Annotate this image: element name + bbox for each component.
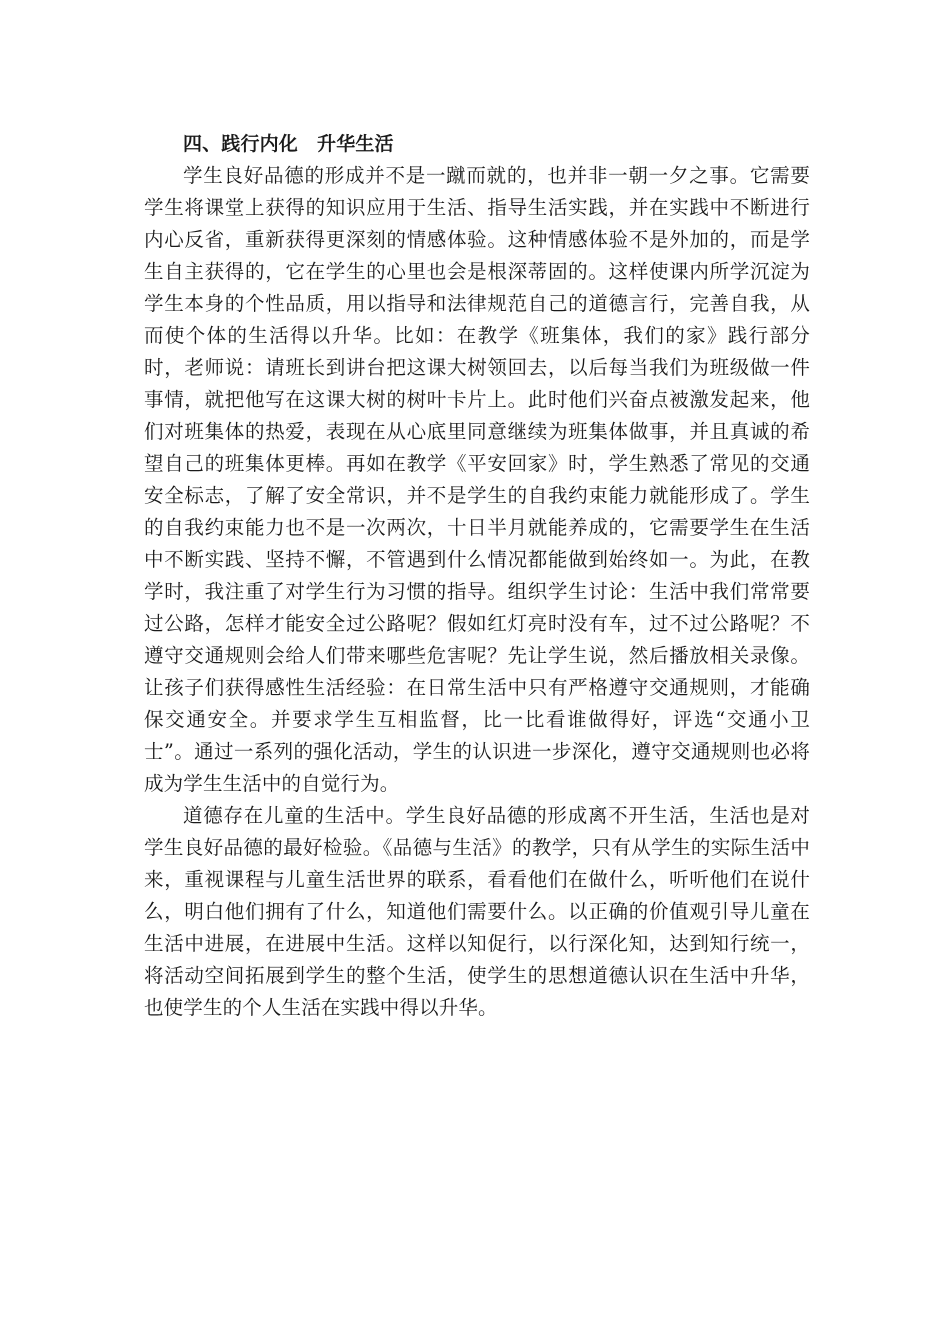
document-body bbox=[144, 128, 810, 1024]
paragraph-practice: 学生良好品德的形成并不是一蹴而就的，也并非一朝一夕之事。它需要学生将课堂上获得的知识应用于生活、指导生活实践，并在实践中不断进行内心反省，重新获得更深刻的情感体验。这种情感体验不是外加的，而是学生自主获得的，它在学生的心里也会是根深蒂固的。这样使课内所学沉淀为学生本身的个性品质，用以指导和法律规范自己的道德言行，完善自我，从而使个体的生活得以升华。比如：在教学《班集体，我们的家》践行部分时，老师说：请班长到讲台把这课大树领回去，以后每当我们为班级做一件事情，就把他写在这课大树的树叶卡片上。此时他们兴奋点被激发起来，他们对班集体的热爱，表现在从心底里同意继续为班集体做事，并且真诚的希望自己的班集体更棒。再如在教学《平安回家》时，学生熟悉了常见的交通安全标志，了解了安全常识，并不是学生的自我约束能力就能形成了。学生的自我约束能力也不是一次两次，十日半月就能养成的，它需要学生在生活中不断实践、坚持不懈，不管遇到什么情况都能做到始终如一。为此，在教学时，我注重了对学生行为习惯的指导。组织学生讨论：生活中我们常常要过公路，怎样才能安全过公路呢？假如红灯亮时没有车，过不过公路呢？不遵守交通规则会给人们带来哪些危害呢？先让学生说，然后播放相关录像。让孩子们获得感性生活经验：在日常生活中只有严格遵守交通规则，才能确保交通安全。并要求学生互相监督，比一比看谁做得好，评选“交通小卫士”。通过一系列的强化活动，学生的认识进一步深化，遵守交通规则也必将成为学生生活中的自觉行为。 bbox=[144, 164, 810, 795]
section-heading: 四、践行内化 升华生活 bbox=[183, 133, 394, 155]
paragraph-conclusion: 道德存在儿童的生活中。学生良好品德的形成离不开生活，生活也是对学生良好品德的最好检验。《品德与生活》的教学，只有从学生的实际生活中来，重视课程与儿童生活世界的联系，看看他们在做什么，听听他们在说什么，明白他们拥有了什么，知道他们需要什么。以正确的价值观引导儿童在生活中进展，在进展中生活。这样以知促行，以行深化知，达到知行统一，将活动空间拓展到学生的整个生活，使学生的思想道德认识在生活中升华，也使学生的个人生活在实践中得以升华。 bbox=[144, 804, 810, 1019]
